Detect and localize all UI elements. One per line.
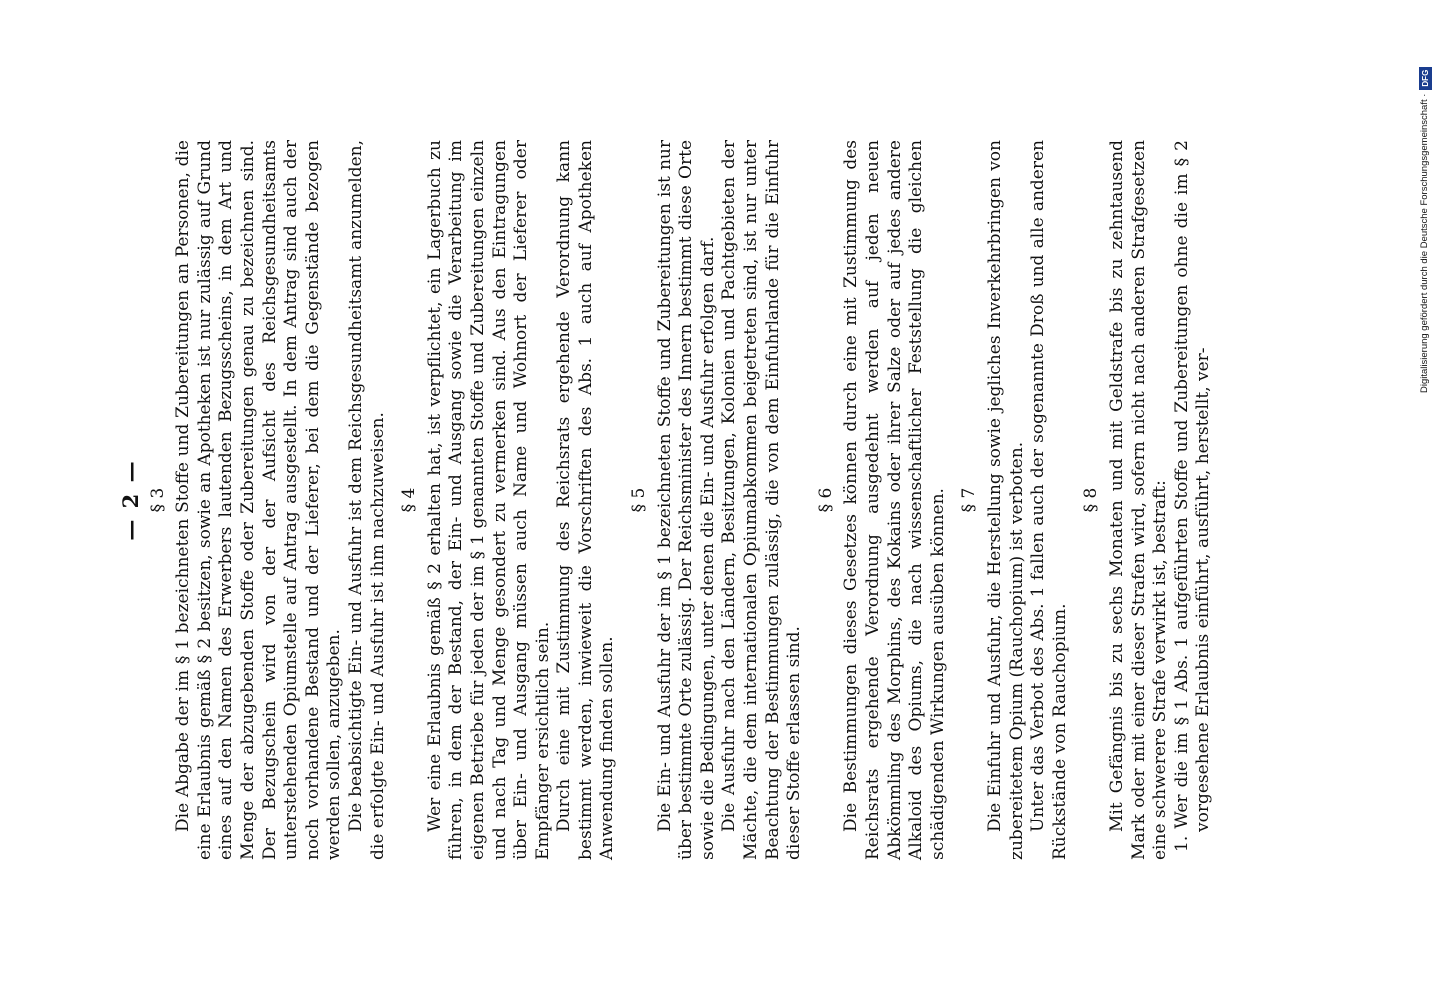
paragraph: Unter das Verbot des Abs. 1 fallen auch der sogenannte Droß und alle anderen Rückstände von Rauchopium. [1028,140,1070,860]
section-5 [629,140,806,860]
section-heading: § 7 [959,487,980,513]
page-number: — 2 — [118,459,143,541]
document-page [120,140,1290,860]
section-8 [1081,140,1215,860]
paragraph: Die Abgabe der im § 1 bezeichneten Stoffe und Zubereitungen an Personen, die eine Erlaubnis gemäß § 2 besitzen, sowie an Apotheken ist nur zulässig auf Grund eines auf den Namen des Erwerbers lautenden Bezugsscheins, in dem Art und Menge der abzugebenden Stoffe oder Zubereitungen genau zu bezeichnen sind. Der Bezugschein wird von der der Aufsicht des Reichsgesundheitsamts unterstehenden Opiumstelle auf Antrag ausgestellt. In dem Antrag sind auch der noch vorhandene Bestand und der Lieferer, bei dem die Gegenstände bezogen werden sollen, anzugeben. [173,140,345,860]
paragraph: Die Ein- und Ausfuhr der im § 1 bezeichneten Stoffe und Zubereitungen ist nur über bestimmte Orte zulässig. Der Reichsminister des Innern bestimmt diese Orte sowie die Bedingungen, unter denen die Ein- und Ausfuhr erfolgen darf. [654,140,718,860]
section-heading: § 3 [147,487,168,513]
funding-note [1418,8,1432,393]
paragraph: Mit Gefängnis bis zu sechs Monaten und mit Geldstrafe bis zu zehntausend Mark oder mit einer dieser Strafen wird, sofern nicht nach anderen Strafgesetzen eine schwerere Strafe verwirkt ist, bestraft: [1106,140,1171,860]
paragraph: Die Ausfuhr nach den Ländern, Besitzungen, Kolonien und Pachtgebieten der Mächte, die dem internationalen Opiumabkommen beigetreten sind, ist nur unter Beachtung der Bestimmungen zulässig, die von dem Einfuhrlande für die Einfuhr dieser Stoffe erlassen sind. [719,140,805,860]
section-heading: § 8 [1081,487,1102,513]
section-7 [959,140,1071,860]
paragraph: Wer eine Erlaubnis gemäß § 2 erhalten hat, ist verpflichtet, ein Lagerbuch zu führen, in dem der Bestand, der Ein- und Ausgang sowie die Verarbeitung im eigenen Betriebe für jeden der im § 1 genannten Stoffe und Zubereitungen einzeln und nach Tag und Menge gesondert zu vermerken sind. Aus den Eintragungen über Ein- und Ausgang müssen auch Name und Wohnort der Lieferer oder Empfänger ersichtlich sein. [424,140,553,860]
dfg-logo: DFG [1419,67,1432,90]
paragraph: Die Einfuhr und Ausfuhr, die Herstellung sowie jegliches Inverkehrbringen von zubereitetem Opium (Rauchopium) ist verboten. [984,140,1027,860]
paragraph: Die beabsichtigte Ein- und Ausfuhr ist dem Reichsgesundheitsamt anzumelden, die erfolgte Ein- und Ausfuhr ist ihm nachzuweisen. [345,140,388,860]
section-4 [399,140,619,860]
funding-note-text: Digitalisierung gefördert durch die Deutsche Forschungsgemeinschaft · [1419,93,1430,393]
list-item: 1. Wer die im § 1 Abs. 1 aufgeführten Stoffe und Zubereitungen ohne die im § 2 vorgesehene Erlaubnis einführt, ausführt, herstellt, ver- [1171,140,1214,852]
section-3 [148,140,390,860]
section-heading: § 4 [399,487,420,513]
section-heading: § 6 [815,487,836,513]
paragraph: Durch eine mit Zustimmung des Reichsrats ergehende Verordnung kann bestimmt werden, inwieweit die Vorschriften des Abs. 1 auch auf Apotheken Anwendung finden sollen. [554,140,618,860]
section-heading: § 5 [629,487,650,513]
section-6 [816,140,950,860]
paragraph: Die Bestimmungen dieses Gesetzes können durch eine mit Zustimmung des Reichsrats ergehende Verordnung ausgedehnt werden auf jeden neuen Abkömmling des Morphins, des Kokains oder ihrer Salze oder auf jedes andere Alkaloid des Opiums, die nach wissenschaftlicher Feststellung die gleichen schädigenden Wirkungen ausüben können. [841,140,948,860]
